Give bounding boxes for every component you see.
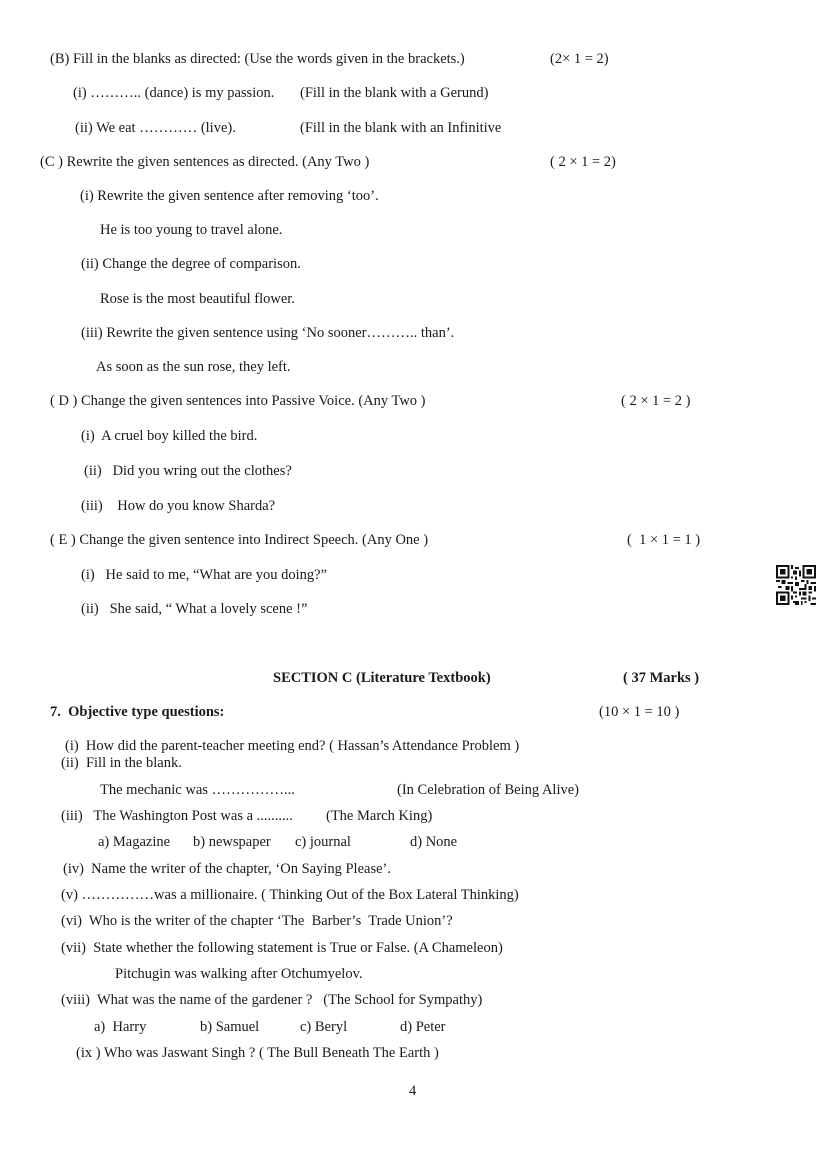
section-c-marks: ( 37 Marks ) [623, 670, 700, 686]
d-heading: ( D ) Change the given sentences into Passive Voice. (Any Two ) [50, 393, 426, 409]
b-marks: (2× 1 = 2) [550, 51, 609, 67]
q7-item-v: (v) ……………was a millionaire. ( Thinking Out of the Box Lateral Thinking) [61, 887, 519, 903]
question-7-marks: (10 × 1 = 10 ) [599, 704, 680, 720]
c-sentence-i: He is too young to travel alone. [100, 222, 283, 238]
b-question-i: (i) ……….. (dance) is my passion. [73, 85, 275, 101]
d-question-i: (i) A cruel boy killed the bird. [81, 428, 258, 444]
q7-item-iii-source: (The March King) [326, 808, 433, 824]
q7-item-viii-option-c: c) Beryl [300, 1019, 348, 1035]
q7-item-iii-option-c: c) journal [295, 834, 351, 850]
c-question-i: (i) Rewrite the given sentence after removing ‘too’. [80, 188, 379, 204]
q7-item-vii: (vii) State whether the following statement is True or False. (A Chameleon) [61, 940, 503, 956]
q7-item-viii: (viii) What was the name of the gardener ? (The School for Sympathy) [61, 992, 483, 1008]
q7-item-viii-option-b: b) Samuel [200, 1019, 260, 1035]
q7-item-iii: (iii) The Washington Post was a .......... [61, 808, 293, 824]
b-heading: (B) Fill in the blanks as directed: (Use the words given in the brackets.) [50, 51, 465, 67]
b-question-i-note: (Fill in the blank with a Gerund) [300, 85, 489, 101]
q7-item-iii-option-b: b) newspaper [193, 834, 271, 850]
q7-item-iii-option-d: d) None [410, 834, 458, 850]
c-sentence-ii: Rose is the most beautiful flower. [100, 291, 295, 307]
q7-item-vii-statement: Pitchugin was walking after Otchumyelov. [115, 966, 363, 982]
c-sentence-iii: As soon as the sun rose, they left. [96, 359, 291, 375]
d-marks: ( 2 × 1 = 2 ) [621, 393, 691, 409]
e-heading: ( E ) Change the given sentence into Indirect Speech. (Any One ) [50, 532, 429, 548]
d-question-ii: (ii) Did you wring out the clothes? [84, 463, 292, 479]
q7-item-iii-option-a: a) Magazine [98, 834, 171, 850]
c-question-iii: (iii) Rewrite the given sentence using ‘No sooner……….. than’. [81, 325, 455, 341]
section-c-title: SECTION C (Literature Textbook) [273, 670, 491, 686]
b-question-ii-note: (Fill in the blank with an Infinitive [300, 120, 502, 136]
c-question-ii: (ii) Change the degree of comparison. [81, 256, 301, 272]
c-heading: (C ) Rewrite the given sentences as directed. (Any Two ) [40, 154, 370, 170]
q7-item-ii-source: (In Celebration of Being Alive) [397, 782, 580, 798]
e-question-ii: (ii) She said, “ What a lovely scene !” [81, 601, 308, 617]
question-7-heading: 7. Objective type questions: [50, 704, 225, 720]
e-question-i: (i) He said to me, “What are you doing?” [81, 567, 328, 583]
q7-item-i: (i) How did the parent-teacher meeting end? ( Hassan’s Attendance Problem ) [65, 738, 520, 754]
q7-item-ii: (ii) Fill in the blank. [61, 755, 182, 771]
e-marks: ( 1 × 1 = 1 ) [627, 532, 701, 548]
q7-item-viii-option-d: d) Peter [400, 1019, 446, 1035]
c-marks: ( 2 × 1 = 2) [550, 154, 616, 170]
q7-item-viii-option-a: a) Harry [94, 1019, 147, 1035]
q7-item-ii-sentence: The mechanic was ……………... [100, 782, 295, 798]
page-number: 4 [409, 1083, 417, 1099]
d-question-iii: (iii) How do you know Sharda? [81, 498, 276, 514]
q7-item-ix: (ix ) Who was Jaswant Singh ? ( The Bull Beneath The Earth ) [76, 1045, 439, 1061]
qr-code-icon [776, 565, 816, 605]
q7-item-iv: (iv) Name the writer of the chapter, ‘On Saying Please’. [63, 861, 391, 877]
b-question-ii: (ii) We eat ………… (live). [75, 120, 236, 136]
q7-item-vi: (vi) Who is the writer of the chapter ‘The Barber’s Trade Union’? [61, 913, 453, 929]
